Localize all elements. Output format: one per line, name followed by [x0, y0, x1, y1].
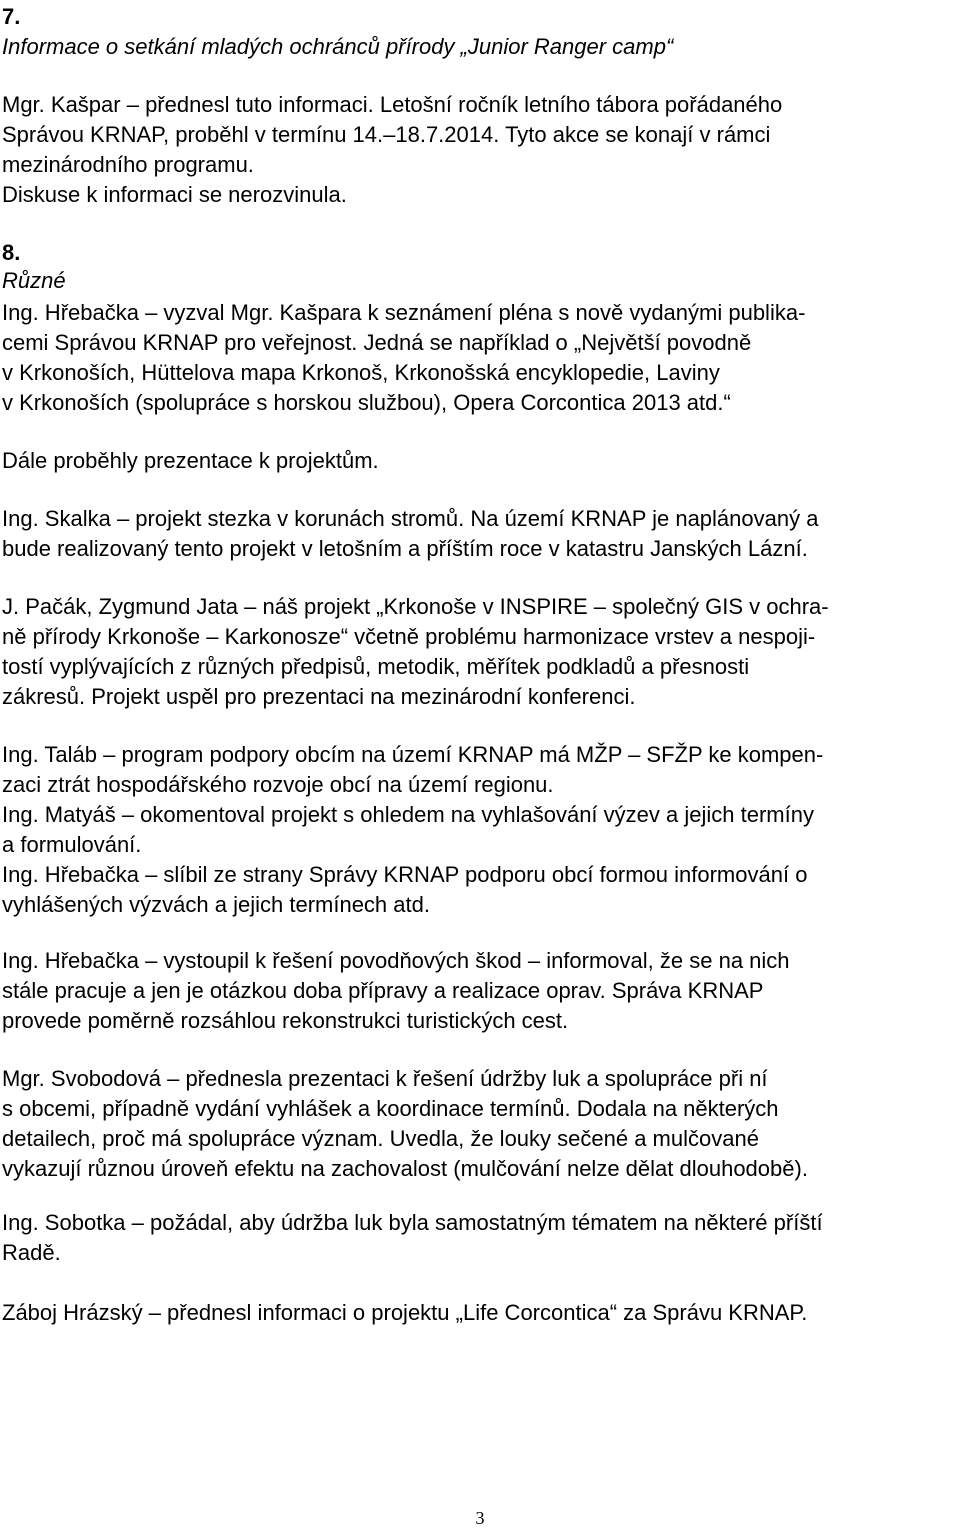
- section-7-number: 7.: [2, 4, 21, 29]
- paragraph-flood-damage: Ing. Hřebačka – vystoupil k řešení povodňových škod – informoval, že se na nich stále pracuje a jen je otázkou doba přípravy a realizace oprav. Správa KRNAP provede poměrně rozsáhlou rekonstrukci turistických cest.: [2, 948, 790, 1033]
- paragraph-life-corcontica: Záboj Hrázský – přednesl informaci o projektu „Life Corcontica“ za Správu KRNAP.: [2, 1300, 808, 1325]
- paragraph-publications: Ing. Hřebačka – vyzval Mgr. Kašpara k seznámení pléna s nově vydanými publika- cemi Správou KRNAP pro veřejnost. Jedná se například o „Největší povodně v Krkonoších, Hüttelova mapa Krkonoš, Krkonošská encyklopedie, Laviny v Krkonoších (spolupráce s horskou službou), Opera Corcontica 2013 atd.“: [2, 300, 806, 415]
- paragraph-inspire-project: J. Pačák, Zygmund Jata – náš projekt „Krkonoše v INSPIRE – společný GIS v ochra- ně přírody Krkonoše – Karkonosze“ včetně problému harmonizace vrstev a nespoji- tostí vyplývajících z různých předpisů, metodik, měřítek podkladů a přesnosti zákresů. Projekt uspěl pro prezentaci na mezinárodní konferenci.: [2, 594, 829, 709]
- section-7-paragraph: Mgr. Kašpar – přednesl tuto informaci. Letošní ročník letního tábora pořádaného Správou KRNAP, proběhl v termínu 14.–18.7.2014. Tyto akce se konají v rámci mezinárodního programu. Diskuse k informaci se nerozvinula.: [2, 92, 783, 207]
- paragraph-next-meeting: Ing. Sobotka – požádal, aby údržba luk byla samostatným tématem na některé příští Radě.: [2, 1210, 823, 1265]
- paragraph-support-program: Ing. Taláb – program podpory obcím na území KRNAP má MŽP – SFŽP ke kompen- zaci ztrát hospodářského rozvoje obcí na území regionu. Ing. Matyáš – okomentoval projekt s ohledem na vyhlašování výzev a jejich termíny a formulování. Ing. Hřebačka – slíbil ze strany Správy KRNAP podporu obcí formou informování o vyhlášených výzvách a jejich termínech atd.: [2, 742, 824, 917]
- section-8-title: Různé: [2, 268, 66, 293]
- paragraph-treetop-walk: Ing. Skalka – projekt stezka v korunách stromů. Na území KRNAP je naplánovaný a bude realizovaný tento projekt v letošním a příštím roce v katastru Janských Lázní.: [2, 506, 819, 561]
- section-7-title: Informace o setkání mladých ochránců přírody „Junior Ranger camp“: [2, 34, 674, 59]
- paragraph-meadow-maintenance: Mgr. Svobodová – přednesla prezentaci k řešení údržby luk a spolupráce při ní s obcemi, případně vydání vyhlášek a koordinace termínů. Dodala na některých detailech, proč má spolupráce význam. Uvedla, že louky sečené a mulčované vykazují různou úroveň efektu na zachovalost (mulčování nelze dělat dlouhodobě).: [2, 1066, 808, 1181]
- paragraph-presentations-intro: Dále proběhly prezentace k projektům.: [2, 448, 379, 473]
- page-number: 3: [475, 1508, 485, 1528]
- section-8-number: 8.: [2, 240, 21, 265]
